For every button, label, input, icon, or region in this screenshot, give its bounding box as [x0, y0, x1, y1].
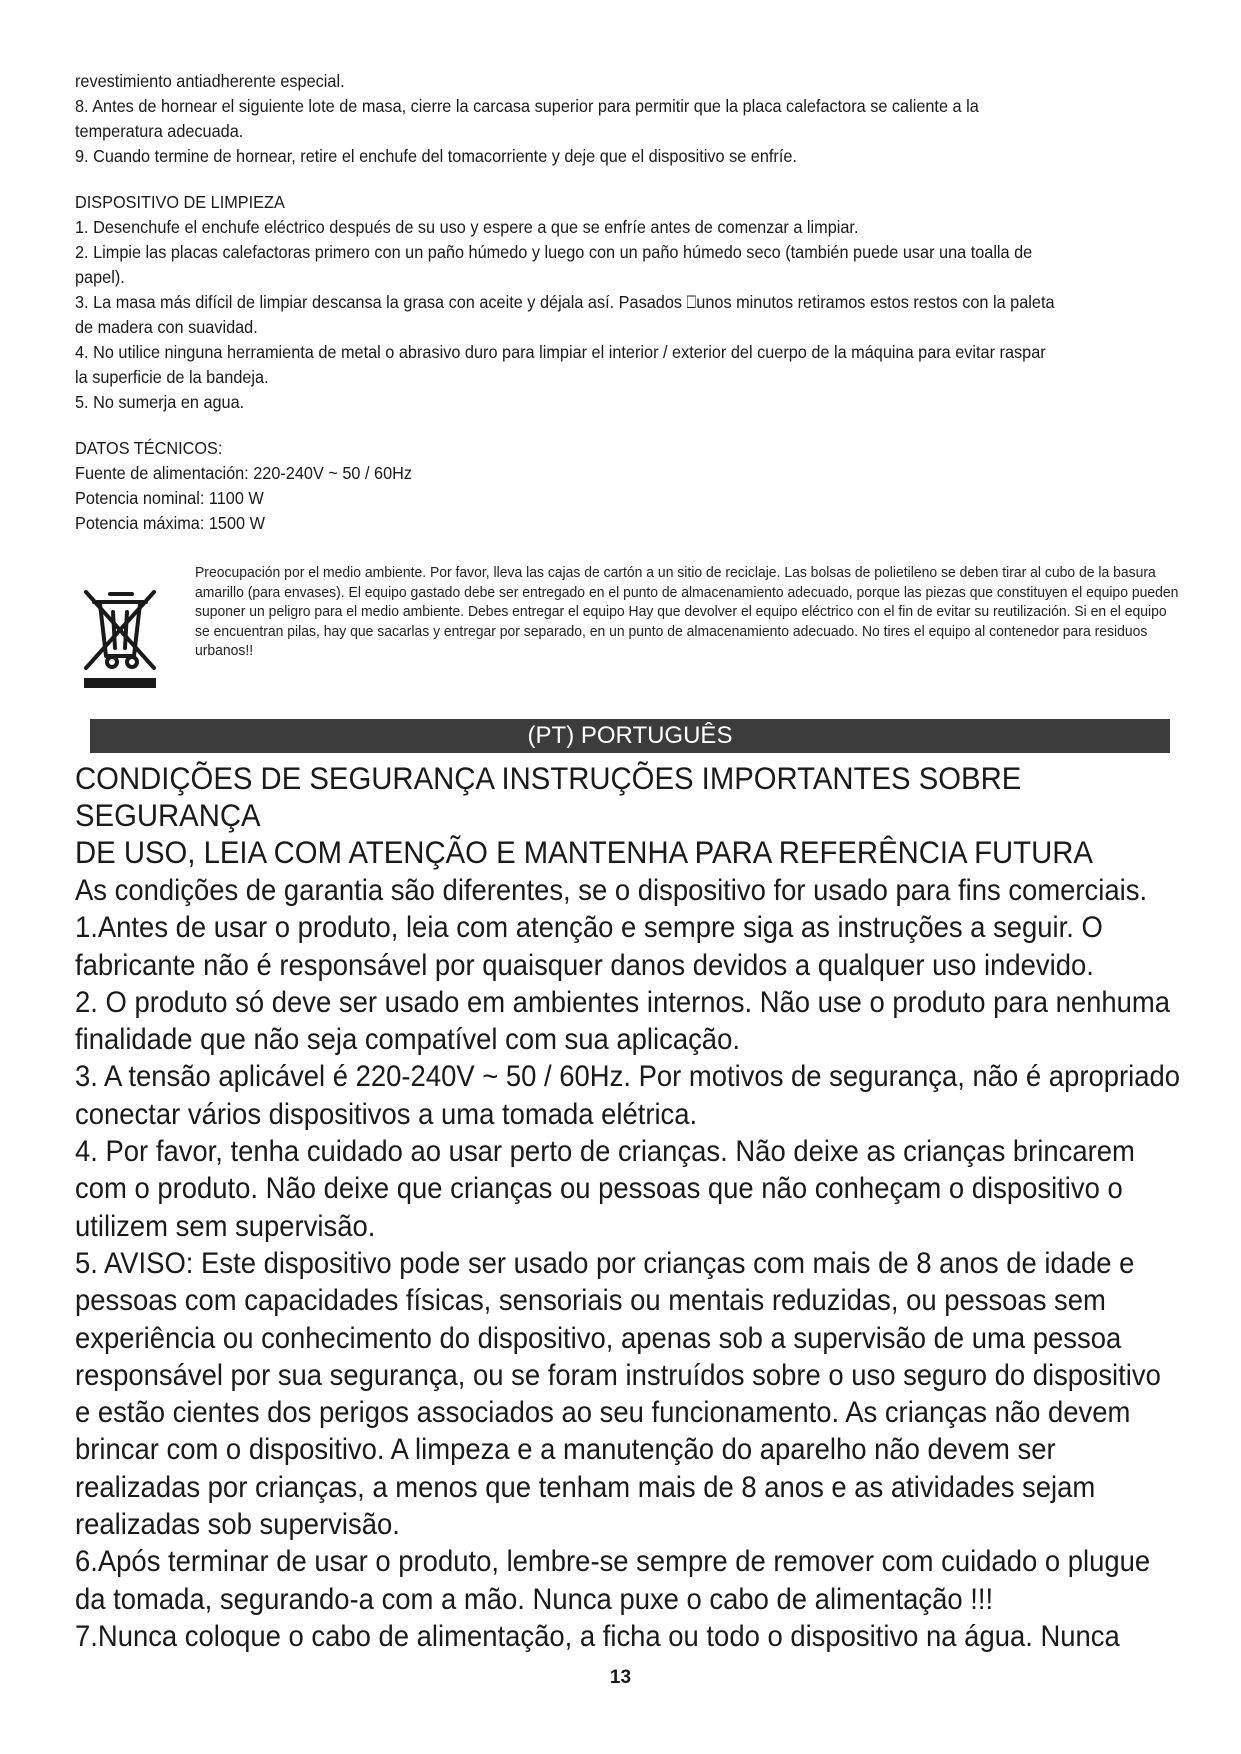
- pt-body-line: 5. AVISO: Este dispositivo pode ser usado por crianças com mais de 8 anos de idade e: [75, 1246, 1135, 1280]
- pt-body-line: As condições de garantia são diferentes, se o dispositivo for usado para fins comerciais.: [75, 874, 1148, 907]
- es-line: 9. Cuando termine de hornear, retire el enchufe del tomacorriente y deje que el dispositivo se enfríe.: [75, 146, 797, 166]
- tech-line: Potencia máxima: 1500 W: [75, 513, 265, 533]
- es-line: revestimiento antiadherente especial.: [75, 71, 345, 91]
- cleaning-line: papel).: [75, 267, 125, 287]
- pt-body-line: 1.Antes de usar o produto, leia com atenção e sempre siga as instruções a seguir. O: [75, 911, 1103, 945]
- pt-body-line: experiência ou conhecimento do dispositivo, apenas sob a supervisão de uma pessoa: [75, 1321, 1122, 1355]
- environment-notice-text: Preocupación por el medio ambiente. Por favor, lleva las cajas de cartón a un sitio de reciclaje. Las bolsas de polietileno se deben tirar al cubo de la basura amarillo (para envases). El equipo gastado debe ser entregado en el punto de almacenamiento adecuado, porque las piezas que constituyen el equipo pueden suponer un peligro para el medio ambiente. Debes entregar el equipo Hay que devolver el equipo eléctrico con el fin de evitar su reutilización. Si en el equipo se encuentran pilas, hay que sacarlas y entregar por separado, en un punto de almacenamiento adecuado. No tires el equipo al contenedor para residuos urbanos!!: [195, 564, 1179, 659]
- pt-body-line: 4. Por favor, tenha cuidado ao usar perto de crianças. Não deixe as crianças brincarem: [75, 1135, 1135, 1169]
- pt-body-line: realizadas por crianças, a menos que tenham mais de 8 anos e as atividades sejam: [75, 1470, 1096, 1504]
- pt-body-line: fabricante não é responsável por quaisquer danos devidos a qualquer uso indevido.: [75, 948, 1094, 982]
- pt-body-line: 3. A tensão aplicável é 220-240V ~ 50 / 60Hz. Por motivos de segurança, não é apropriado: [75, 1060, 1180, 1094]
- pt-body-line: 6.Após terminar de usar o produto, lembre-se sempre de remover com cuidado o plugue: [75, 1545, 1151, 1579]
- environment-notice: [75, 555, 1179, 685]
- page-number: 13: [609, 1667, 632, 1688]
- pt-body-line: brincar com o dispositivo. A limpeza e a manutenção do aparelho não devem ser: [75, 1433, 1056, 1467]
- es-line: 8. Antes de hornear el siguiente lote de masa, cierre la carcasa superior para permitir que la placa calefactora se caliente a la: [75, 96, 979, 116]
- es-line: temperatura adecuada.: [75, 121, 244, 141]
- pt-heading-line: DE USO, LEIA COM ATENÇÃO E MANTENHA PARA REFERÊNCIA FUTURA: [75, 834, 1093, 870]
- cleaning-line: de madera con suavidad.: [75, 317, 258, 337]
- weee-crossed-bin-icon: [80, 580, 160, 690]
- pt-body-line: com o produto. Não deixe que crianças ou pessoas que não conheçam o dispositivo o: [75, 1172, 1123, 1206]
- cleaning-line: 2. Limpie las placas calefactoras primero con un paño húmedo y luego con un paño húmedo seco (también puede usar una toalla de: [75, 242, 1033, 262]
- tech-line: Potencia nominal: 1100 W: [75, 488, 264, 508]
- cleaning-line: la superficie de la bandeja.: [75, 367, 269, 387]
- cleaning-line: 4. No utilice ninguna herramienta de metal o abrasivo duro para limpiar el interior / exterior del cuerpo de la máquina para evitar raspar: [75, 342, 1046, 362]
- pt-body-line: e estão cientes dos perigos associados ao seu funcionamento. As crianças não devem: [75, 1396, 1131, 1430]
- pt-body-line: responsável por sua segurança, ou se foram instruídos sobre o uso seguro do dispositivo: [75, 1358, 1161, 1392]
- pt-body-line: realizadas sob supervisão.: [75, 1508, 400, 1542]
- spanish-instructions: [75, 69, 1175, 536]
- tech-line: Fuente de alimentación: 220-240V ~ 50 / 60Hz: [75, 463, 413, 483]
- portuguese-section: [75, 760, 1180, 1655]
- pt-body-line: 2. O produto só deve ser usado em ambientes internos. Não use o produto para nenhuma: [75, 985, 1171, 1019]
- pt-body-line: utilizem sem supervisão.: [75, 1209, 376, 1243]
- tech-title: DATOS TÉCNICOS:: [75, 438, 223, 458]
- pt-body-line: finalidade que não seja compatível com sua aplicação.: [75, 1023, 740, 1057]
- section-band-label: (PT) PORTUGUÊS: [527, 722, 733, 749]
- pt-body-line: conectar vários dispositivos a uma tomada elétrica.: [75, 1097, 698, 1131]
- cleaning-line: 5. No sumerja en agua.: [75, 392, 245, 412]
- cleaning-title: DISPOSITIVO DE LIMPIEZA: [75, 192, 285, 212]
- cleaning-line: 1. Desenchufe el enchufe eléctrico después de su uso y espere a que se enfríe antes de comenzar a limpiar.: [75, 217, 859, 237]
- pt-heading-line: CONDIÇÕES DE SEGURANÇA INSTRUÇÕES IMPORTANTES SOBRE SEGURANÇA: [75, 760, 1022, 833]
- pt-body-line: 7.Nunca coloque o cabo de alimentação, a ficha ou todo o dispositivo na água. Nunca: [75, 1619, 1120, 1653]
- cleaning-line: 3. La masa más difícil de limpiar descansa la grasa con aceite y déjala así. Pasados ⎕unos minutos retiramos estos restos con la paleta: [75, 292, 1055, 312]
- pt-body-line: pessoas com capacidades físicas, sensoriais ou mentais reduzidas, ou pessoas sem: [75, 1284, 1106, 1318]
- section-band: [90, 719, 1170, 753]
- pt-body-line: da tomada, segurando-a com a mão. Nunca puxe o cabo de alimentação !!!: [75, 1582, 994, 1616]
